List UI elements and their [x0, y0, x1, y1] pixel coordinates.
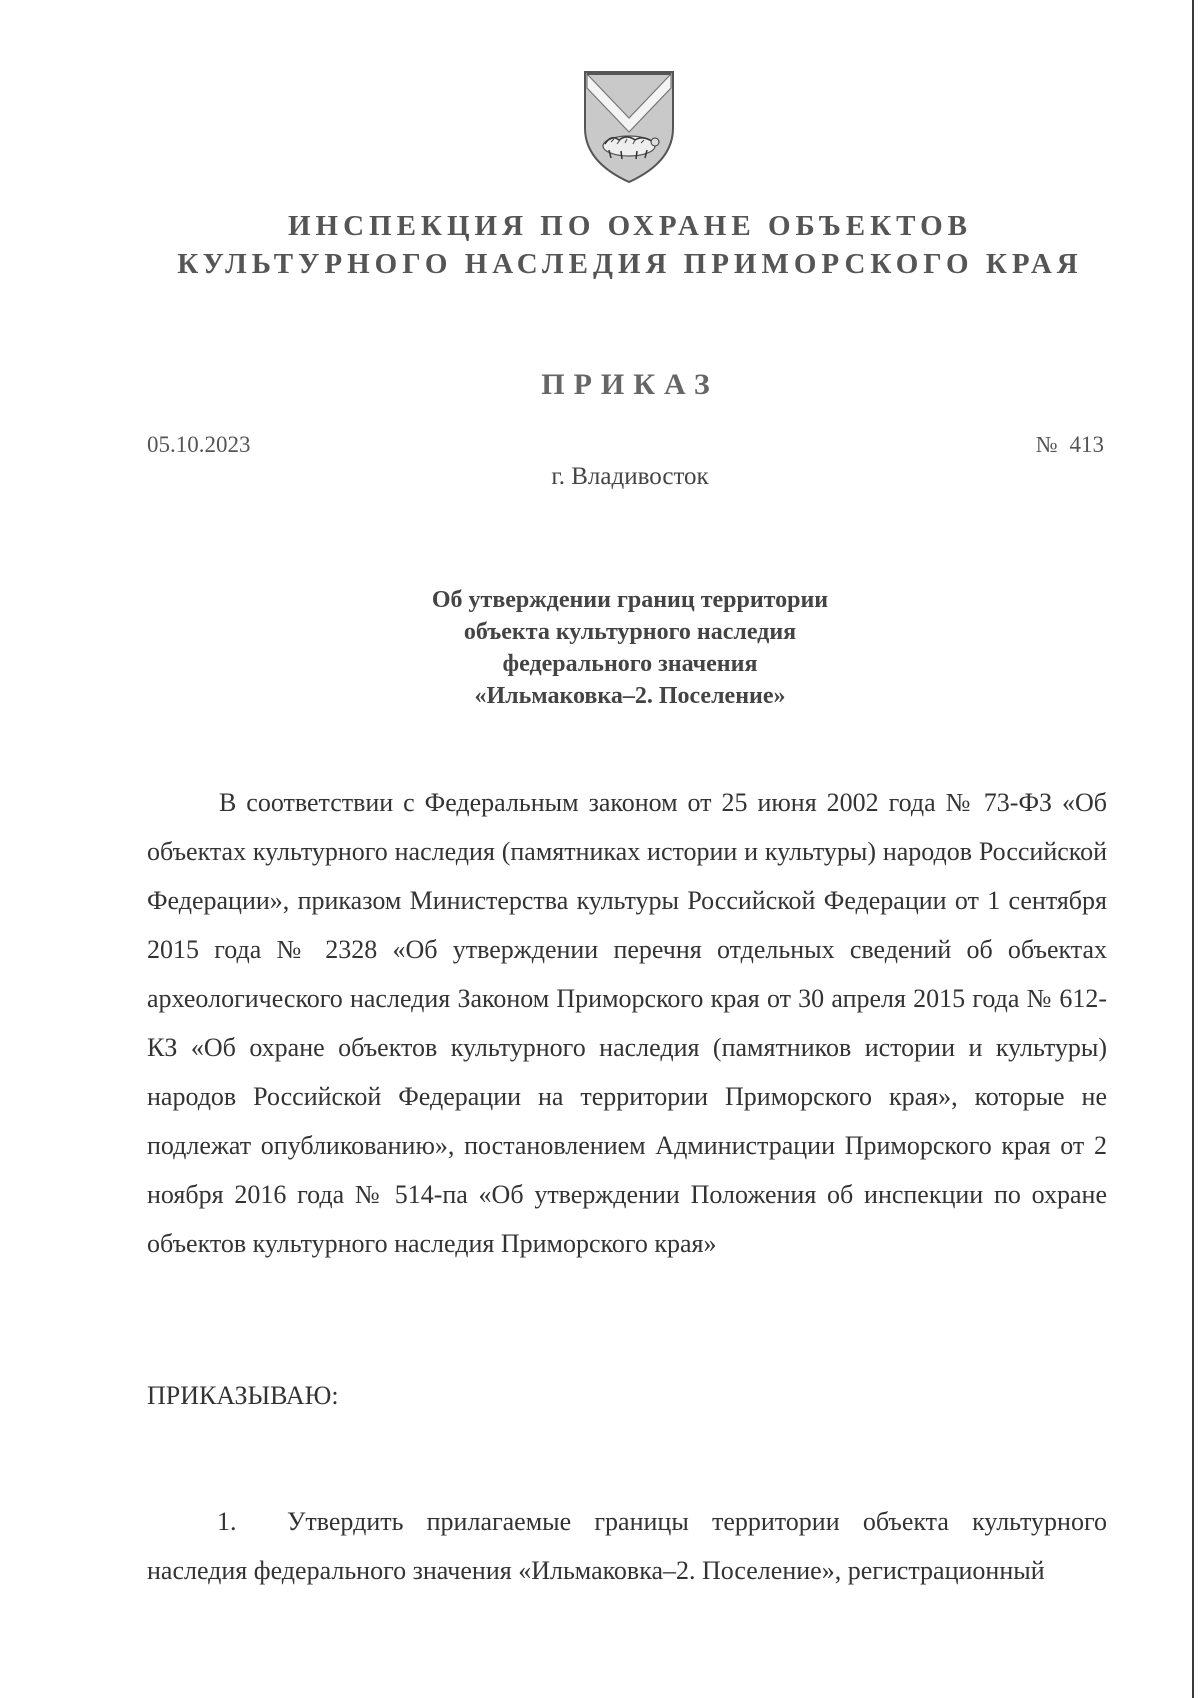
org-name-line2: КУЛЬТУРНОГО НАСЛЕДИЯ ПРИМОРСКОГО КРАЯ	[177, 248, 1083, 280]
order-word: ПРИКАЗЫВАЮ:	[147, 1381, 339, 1410]
document-city: г. Владивосток	[551, 463, 709, 490]
org-name-line1: ИНСПЕКЦИЯ ПО ОХРАНЕ ОБЪЕКТОВ	[287, 210, 973, 242]
order-item	[147, 1497, 1107, 1595]
document-title	[0, 584, 1200, 712]
title-line: Об утверждении границ территории	[431, 587, 829, 613]
title-line: объекта культурного наследия	[463, 619, 797, 645]
document-type: ПРИКАЗ	[541, 368, 719, 401]
document-date: 05.10.2023	[147, 432, 251, 457]
coat-of-arms-icon	[577, 66, 681, 186]
title-line: «Ильмаковка–2. Поселение»	[474, 683, 786, 709]
document-number: № 413	[1035, 432, 1104, 457]
preamble-paragraph: В соответствии с Федеральным законом от 25 июня 2002 года № 73-ФЗ «Об объектах культурного наследия (памятниках истории и культуры) народов Российской Федерации», приказом Министерства культуры Российской Федерации от 1 сентября 2015 года № 2328 «Об утверждении перечня отдельных сведений об объектах археологического наследия Законом Приморского края от 30 апреля 2015 года № 612-КЗ «Об охране объектов культурного наследия (памятников истории и культуры) народов Российской Федерации на территории Приморского края», которые не подлежат опубликованию», постановлением Администрации Приморского края от 2 ноября 2016 года № 514-па «Об утверждении Положения об инспекции по охране объектов культурного наследия Приморского края»	[147, 788, 1107, 1258]
title-line: федерального значения	[502, 651, 758, 677]
order-item-text: Утвердить прилагаемые границы территории объекта культурного наследия федерального значения «Ильмаковка–2. Поселение», регистрационный	[147, 1507, 1107, 1585]
order-item-number: 1.	[217, 1507, 237, 1536]
